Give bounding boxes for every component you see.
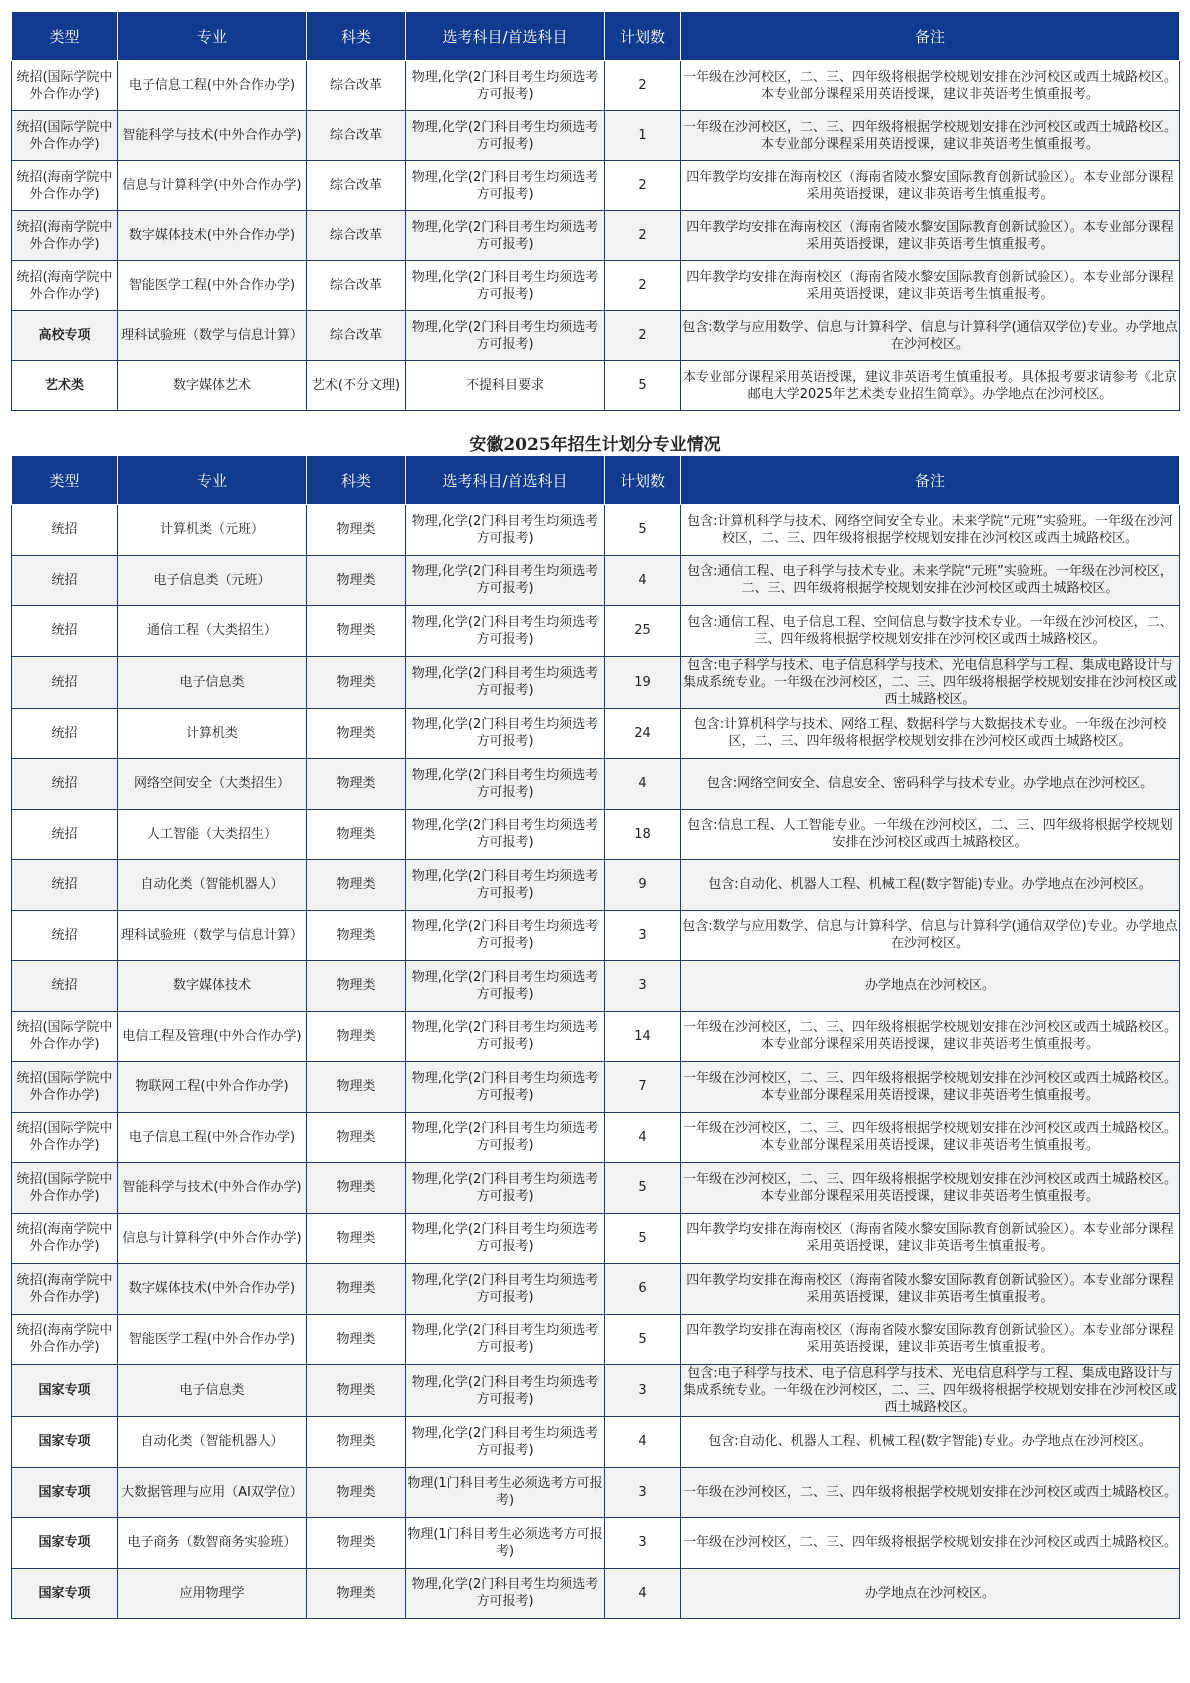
- cell-major: 数字媒体技术(中外合作办学): [118, 1264, 307, 1315]
- cell-note: 包含:自动化、机器人工程、机械工程(数字智能)专业。办学地点在沙河校区。: [681, 1417, 1180, 1468]
- cell-count: 3: [605, 910, 681, 961]
- cell-category: 物理类: [307, 1062, 406, 1113]
- cell-category: 物理类: [307, 809, 406, 860]
- cell-major: 计算机类: [118, 708, 307, 759]
- cell-subjects: 物理,化学(2门科目考生均须选考方可报考): [406, 555, 605, 606]
- cell-major: 智能医学工程(中外合作办学): [118, 1314, 307, 1365]
- cell-subjects: 物理,化学(2门科目考生均须选考方可报考): [406, 1417, 605, 1468]
- cell-note: 一年级在沙河校区，二、三、四年级将根据学校规划安排在沙河校区或西土城路校区。本专业部分课程采用英语授课，建议非英语考生慎重报考。: [681, 61, 1180, 111]
- cell-note: 包含:数学与应用数学、信息与计算科学、信息与计算科学(通信双学位)专业。办学地点在沙河校区。: [681, 311, 1180, 361]
- cell-note: 四年教学均安排在海南校区（海南省陵水黎安国际教育创新试验区）。本专业部分课程采用英语授课，建议非英语考生慎重报考。: [681, 261, 1180, 311]
- table-body: [12, 505, 1180, 1619]
- cell-count: 4: [605, 759, 681, 810]
- cell-count: 5: [605, 1163, 681, 1214]
- cell-category: 物理类: [307, 860, 406, 911]
- cell-note: 包含:数学与应用数学、信息与计算科学、信息与计算科学(通信双学位)专业。办学地点在沙河校区。: [681, 910, 1180, 961]
- cell-type: 统招: [12, 708, 118, 759]
- cell-count: 2: [605, 61, 681, 111]
- cell-type: 高校专项: [12, 311, 118, 361]
- cell-type: 国家专项: [12, 1417, 118, 1468]
- cell-note: 包含:通信工程、电子信息工程、空间信息与数字技术专业。一年级在沙河校区，二、三、四年级将根据学校规划安排在沙河校区或西土城路校区。: [681, 606, 1180, 657]
- table-header-row: [12, 456, 1180, 505]
- table-row: [12, 606, 1180, 657]
- cell-count: 4: [605, 1417, 681, 1468]
- cell-count: 4: [605, 555, 681, 606]
- cell-subjects: 不提科目要求: [406, 361, 605, 411]
- cell-category: 综合改革: [307, 111, 406, 161]
- cell-count: 9: [605, 860, 681, 911]
- header-major: 专业: [118, 12, 307, 61]
- cell-subjects: 物理,化学(2门科目考生均须选考方可报考): [406, 1264, 605, 1315]
- cell-type: 统招(国际学院中外合作办学): [12, 61, 118, 111]
- cell-major: 电子信息类（元班）: [118, 555, 307, 606]
- cell-major: 电信工程及管理(中外合作办学): [118, 1011, 307, 1062]
- cell-note: 一年级在沙河校区，二、三、四年级将根据学校规划安排在沙河校区或西土城路校区。本专业部分课程采用英语授课，建议非英语考生慎重报考。: [681, 111, 1180, 161]
- cell-type: 统招(海南学院中外合作办学): [12, 1264, 118, 1315]
- cell-note: 四年教学均安排在海南校区（海南省陵水黎安国际教育创新试验区）。本专业部分课程采用英语授课，建议非英语考生慎重报考。: [681, 211, 1180, 261]
- cell-major: 电子信息类: [118, 656, 307, 708]
- cell-major: 智能医学工程(中外合作办学): [118, 261, 307, 311]
- cell-note: 包含:通信工程、电子科学与技术专业。未来学院“元班”实验班。一年级在沙河校区，二、三、四年级将根据学校规划安排在沙河校区或西土城路校区。: [681, 555, 1180, 606]
- cell-subjects: 物理(1门科目考生必须选考方可报考): [406, 1467, 605, 1518]
- cell-subjects: 物理,化学(2门科目考生均须选考方可报考): [406, 111, 605, 161]
- header-note: 备注: [681, 456, 1180, 505]
- cell-count: 2: [605, 311, 681, 361]
- cell-count: 2: [605, 161, 681, 211]
- cell-note: 包含:电子科学与技术、电子信息科学与技术、光电信息科学与工程、集成电路设计与集成系统专业。一年级在沙河校区，二、三、四年级将根据学校规划安排在沙河校区或西土城路校区。: [681, 1365, 1180, 1417]
- cell-major: 数字媒体技术(中外合作办学): [118, 211, 307, 261]
- table-row: [12, 1518, 1180, 1569]
- cell-count: 19: [605, 656, 681, 708]
- cell-category: 综合改革: [307, 211, 406, 261]
- cell-subjects: 物理,化学(2门科目考生均须选考方可报考): [406, 759, 605, 810]
- cell-count: 18: [605, 809, 681, 860]
- cell-type: 统招: [12, 606, 118, 657]
- cell-subjects: 物理,化学(2门科目考生均须选考方可报考): [406, 505, 605, 556]
- cell-note: 包含:计算机科学与技术、网络空间安全专业。未来学院“元班”实验班。一年级在沙河校区，二、三、四年级将根据学校规划安排在沙河校区或西土城路校区。: [681, 505, 1180, 556]
- table-row: [12, 1467, 1180, 1518]
- cell-count: 3: [605, 1365, 681, 1417]
- cell-type: 统招: [12, 759, 118, 810]
- cell-note: 一年级在沙河校区，二、三、四年级将根据学校规划安排在沙河校区或西土城路校区。本专业部分课程采用英语授课，建议非英语考生慎重报考。: [681, 1163, 1180, 1214]
- cell-count: 1: [605, 111, 681, 161]
- table-row: [12, 311, 1180, 361]
- cell-type: 统招: [12, 555, 118, 606]
- cell-type: 统招(国际学院中外合作办学): [12, 111, 118, 161]
- table-row: [12, 1163, 1180, 1214]
- cell-category: 物理类: [307, 1365, 406, 1417]
- cell-type: 国家专项: [12, 1365, 118, 1417]
- cell-major: 自动化类（智能机器人）: [118, 860, 307, 911]
- cell-subjects: 物理,化学(2门科目考生均须选考方可报考): [406, 1112, 605, 1163]
- section-title: 安徽2025年招生计划分专业情况: [469, 435, 721, 455]
- cell-note: 包含:自动化、机器人工程、机械工程(数字智能)专业。办学地点在沙河校区。: [681, 860, 1180, 911]
- cell-category: 综合改革: [307, 61, 406, 111]
- cell-note: 办学地点在沙河校区。: [681, 1568, 1180, 1619]
- cell-category: 综合改革: [307, 311, 406, 361]
- cell-major: 智能科学与技术(中外合作办学): [118, 1163, 307, 1214]
- cell-note: 包含:网络空间安全、信息安全、密码科学与技术专业。办学地点在沙河校区。: [681, 759, 1180, 810]
- cell-count: 5: [605, 1314, 681, 1365]
- cell-type: 国家专项: [12, 1568, 118, 1619]
- cell-category: 物理类: [307, 708, 406, 759]
- cell-count: 2: [605, 261, 681, 311]
- table-row: [12, 261, 1180, 311]
- cell-note: 一年级在沙河校区，二、三、四年级将根据学校规划安排在沙河校区或西土城路校区。本专业部分课程采用英语授课，建议非英语考生慎重报考。: [681, 1112, 1180, 1163]
- cell-major: 电子信息工程(中外合作办学): [118, 1112, 307, 1163]
- cell-major: 信息与计算科学(中外合作办学): [118, 1213, 307, 1264]
- table-row: [12, 211, 1180, 261]
- cell-note: 包含:信息工程、人工智能专业。一年级在沙河校区，二、三、四年级将根据学校规划安排在沙河校区或西土城路校区。: [681, 809, 1180, 860]
- cell-type: 国家专项: [12, 1518, 118, 1569]
- table-row: [12, 111, 1180, 161]
- cell-subjects: 物理,化学(2门科目考生均须选考方可报考): [406, 708, 605, 759]
- cell-major: 计算机类（元班）: [118, 505, 307, 556]
- cell-note: 四年教学均安排在海南校区（海南省陵水黎安国际教育创新试验区）。本专业部分课程采用英语授课，建议非英语考生慎重报考。: [681, 1264, 1180, 1315]
- cell-subjects: 物理,化学(2门科目考生均须选考方可报考): [406, 1062, 605, 1113]
- cell-count: 6: [605, 1264, 681, 1315]
- cell-note: 包含:电子科学与技术、电子信息科学与技术、光电信息科学与工程、集成电路设计与集成系统专业。一年级在沙河校区，二、三、四年级将根据学校规划安排在沙河校区或西土城路校区。: [681, 656, 1180, 708]
- table-row: [12, 61, 1180, 111]
- cell-type: 统招(海南学院中外合作办学): [12, 261, 118, 311]
- cell-type: 统招(海南学院中外合作办学): [12, 1213, 118, 1264]
- cell-subjects: 物理,化学(2门科目考生均须选考方可报考): [406, 961, 605, 1012]
- cell-major: 自动化类（智能机器人）: [118, 1417, 307, 1468]
- cell-category: 物理类: [307, 505, 406, 556]
- cell-type: 艺术类: [12, 361, 118, 411]
- plan-table-2: [11, 455, 1180, 1619]
- cell-category: 物理类: [307, 1568, 406, 1619]
- cell-note: 一年级在沙河校区，二、三、四年级将根据学校规划安排在沙河校区或西土城路校区。: [681, 1518, 1180, 1569]
- cell-category: 物理类: [307, 1213, 406, 1264]
- cell-type: 统招(海南学院中外合作办学): [12, 211, 118, 261]
- cell-category: 综合改革: [307, 161, 406, 211]
- table-row: [12, 555, 1180, 606]
- cell-subjects: 物理,化学(2门科目考生均须选考方可报考): [406, 161, 605, 211]
- table-row: [12, 1264, 1180, 1315]
- cell-type: 统招(海南学院中外合作办学): [12, 1314, 118, 1365]
- cell-count: 5: [605, 361, 681, 411]
- cell-count: 2: [605, 211, 681, 261]
- cell-note: 四年教学均安排在海南校区（海南省陵水黎安国际教育创新试验区）。本专业部分课程采用英语授课，建议非英语考生慎重报考。: [681, 161, 1180, 211]
- cell-category: 物理类: [307, 555, 406, 606]
- cell-type: 统招(国际学院中外合作办学): [12, 1112, 118, 1163]
- cell-note: 四年教学均安排在海南校区（海南省陵水黎安国际教育创新试验区）。本专业部分课程采用英语授课，建议非英语考生慎重报考。: [681, 1213, 1180, 1264]
- cell-major: 应用物理学: [118, 1568, 307, 1619]
- cell-type: 统招: [12, 860, 118, 911]
- cell-major: 智能科学与技术(中外合作办学): [118, 111, 307, 161]
- cell-category: 物理类: [307, 910, 406, 961]
- table-row: [12, 809, 1180, 860]
- cell-subjects: 物理,化学(2门科目考生均须选考方可报考): [406, 1163, 605, 1214]
- cell-major: 数字媒体技术: [118, 961, 307, 1012]
- cell-type: 统招(国际学院中外合作办学): [12, 1062, 118, 1113]
- cell-subjects: 物理,化学(2门科目考生均须选考方可报考): [406, 910, 605, 961]
- cell-category: 物理类: [307, 656, 406, 708]
- header-type: 类型: [12, 456, 118, 505]
- cell-note: 四年教学均安排在海南校区（海南省陵水黎安国际教育创新试验区）。本专业部分课程采用英语授课，建议非英语考生慎重报考。: [681, 1314, 1180, 1365]
- cell-type: 统招: [12, 809, 118, 860]
- cell-count: 5: [605, 505, 681, 556]
- table-header-row: [12, 12, 1180, 61]
- table-body: [12, 61, 1180, 411]
- cell-type: 统招(国际学院中外合作办学): [12, 1011, 118, 1062]
- cell-category: 物理类: [307, 1314, 406, 1365]
- header-count: 计划数: [605, 456, 681, 505]
- table-row: [12, 1011, 1180, 1062]
- cell-category: 物理类: [307, 606, 406, 657]
- cell-type: 统招: [12, 910, 118, 961]
- cell-major: 物联网工程(中外合作办学): [118, 1062, 307, 1113]
- cell-subjects: 物理,化学(2门科目考生均须选考方可报考): [406, 1314, 605, 1365]
- cell-count: 14: [605, 1011, 681, 1062]
- cell-subjects: 物理,化学(2门科目考生均须选考方可报考): [406, 1365, 605, 1417]
- cell-type: 统招: [12, 656, 118, 708]
- cell-major: 电子商务（数智商务实验班）: [118, 1518, 307, 1569]
- plan-table-1: [11, 11, 1180, 411]
- cell-count: 4: [605, 1112, 681, 1163]
- cell-type: 统招: [12, 961, 118, 1012]
- table-row: [12, 656, 1180, 708]
- cell-major: 电子信息类: [118, 1365, 307, 1417]
- cell-subjects: 物理,化学(2门科目考生均须选考方可报考): [406, 311, 605, 361]
- cell-subjects: 物理,化学(2门科目考生均须选考方可报考): [406, 809, 605, 860]
- cell-count: 24: [605, 708, 681, 759]
- cell-category: 艺术(不分文理): [307, 361, 406, 411]
- cell-note: 一年级在沙河校区，二、三、四年级将根据学校规划安排在沙河校区或西土城路校区。本专业部分课程采用英语授课，建议非英语考生慎重报考。: [681, 1011, 1180, 1062]
- table-row: [12, 1112, 1180, 1163]
- cell-count: 3: [605, 1518, 681, 1569]
- header-category: 科类: [307, 12, 406, 61]
- table-row: [12, 1062, 1180, 1113]
- table-row: [12, 1568, 1180, 1619]
- cell-type: 统招: [12, 505, 118, 556]
- cell-major: 通信工程（大类招生）: [118, 606, 307, 657]
- cell-note: 本专业部分课程采用英语授课，建议非英语考生慎重报考。具体报考要求请参考《北京邮电大学2025年艺术类专业招生简章》。办学地点在沙河校区。: [681, 361, 1180, 411]
- cell-major: 网络空间安全（大类招生）: [118, 759, 307, 810]
- cell-subjects: 物理,化学(2门科目考生均须选考方可报考): [406, 1568, 605, 1619]
- cell-subjects: 物理,化学(2门科目考生均须选考方可报考): [406, 860, 605, 911]
- cell-note: 一年级在沙河校区，二、三、四年级将根据学校规划安排在沙河校区或西土城路校区。: [681, 1467, 1180, 1518]
- cell-type: 国家专项: [12, 1467, 118, 1518]
- cell-note: 包含:计算机科学与技术、网络工程、数据科学与大数据技术专业。一年级在沙河校区，二、三、四年级将根据学校规划安排在沙河校区或西土城路校区。: [681, 708, 1180, 759]
- cell-note: 办学地点在沙河校区。: [681, 961, 1180, 1012]
- cell-category: 物理类: [307, 1264, 406, 1315]
- header-count: 计划数: [605, 12, 681, 61]
- cell-subjects: 物理,化学(2门科目考生均须选考方可报考): [406, 211, 605, 261]
- cell-count: 5: [605, 1213, 681, 1264]
- cell-major: 电子信息工程(中外合作办学): [118, 61, 307, 111]
- header-subjects: 选考科目/首选科目: [406, 12, 605, 61]
- cell-note: 一年级在沙河校区，二、三、四年级将根据学校规划安排在沙河校区或西土城路校区。本专业部分课程采用英语授课，建议非英语考生慎重报考。: [681, 1062, 1180, 1113]
- cell-major: 理科试验班（数学与信息计算）: [118, 311, 307, 361]
- header-type: 类型: [12, 12, 118, 61]
- cell-category: 物理类: [307, 1518, 406, 1569]
- cell-subjects: 物理,化学(2门科目考生均须选考方可报考): [406, 606, 605, 657]
- table-row: [12, 860, 1180, 911]
- cell-category: 物理类: [307, 1112, 406, 1163]
- cell-category: 物理类: [307, 759, 406, 810]
- cell-category: 物理类: [307, 961, 406, 1012]
- cell-count: 3: [605, 1467, 681, 1518]
- cell-category: 物理类: [307, 1417, 406, 1468]
- cell-subjects: 物理,化学(2门科目考生均须选考方可报考): [406, 1011, 605, 1062]
- table-row: [12, 961, 1180, 1012]
- table-row: [12, 1417, 1180, 1468]
- cell-subjects: 物理,化学(2门科目考生均须选考方可报考): [406, 656, 605, 708]
- cell-category: 物理类: [307, 1163, 406, 1214]
- cell-count: 25: [605, 606, 681, 657]
- cell-count: 7: [605, 1062, 681, 1113]
- cell-subjects: 物理,化学(2门科目考生均须选考方可报考): [406, 261, 605, 311]
- header-category: 科类: [307, 456, 406, 505]
- cell-count: 4: [605, 1568, 681, 1619]
- cell-major: 理科试验班（数学与信息计算）: [118, 910, 307, 961]
- cell-major: 信息与计算科学(中外合作办学): [118, 161, 307, 211]
- header-subjects: 选考科目/首选科目: [406, 456, 605, 505]
- cell-subjects: 物理,化学(2门科目考生均须选考方可报考): [406, 61, 605, 111]
- cell-subjects: 物理,化学(2门科目考生均须选考方可报考): [406, 1213, 605, 1264]
- table-row: [12, 708, 1180, 759]
- cell-major: 大数据管理与应用（AI双学位）: [118, 1467, 307, 1518]
- cell-count: 3: [605, 961, 681, 1012]
- cell-major: 人工智能（大类招生）: [118, 809, 307, 860]
- table-row: [12, 1213, 1180, 1264]
- table-row: [12, 1314, 1180, 1365]
- table-row: [12, 505, 1180, 556]
- cell-category: 物理类: [307, 1011, 406, 1062]
- cell-category: 综合改革: [307, 261, 406, 311]
- cell-type: 统招(国际学院中外合作办学): [12, 1163, 118, 1214]
- table-row: [12, 759, 1180, 810]
- cell-subjects: 物理(1门科目考生必须选考方可报考): [406, 1518, 605, 1569]
- table-row: [12, 910, 1180, 961]
- table-row: [12, 161, 1180, 211]
- cell-category: 物理类: [307, 1467, 406, 1518]
- table-row: [12, 361, 1180, 411]
- table-row: [12, 1365, 1180, 1417]
- cell-major: 数字媒体艺术: [118, 361, 307, 411]
- header-major: 专业: [118, 456, 307, 505]
- cell-type: 统招(海南学院中外合作办学): [12, 161, 118, 211]
- header-note: 备注: [681, 12, 1180, 61]
